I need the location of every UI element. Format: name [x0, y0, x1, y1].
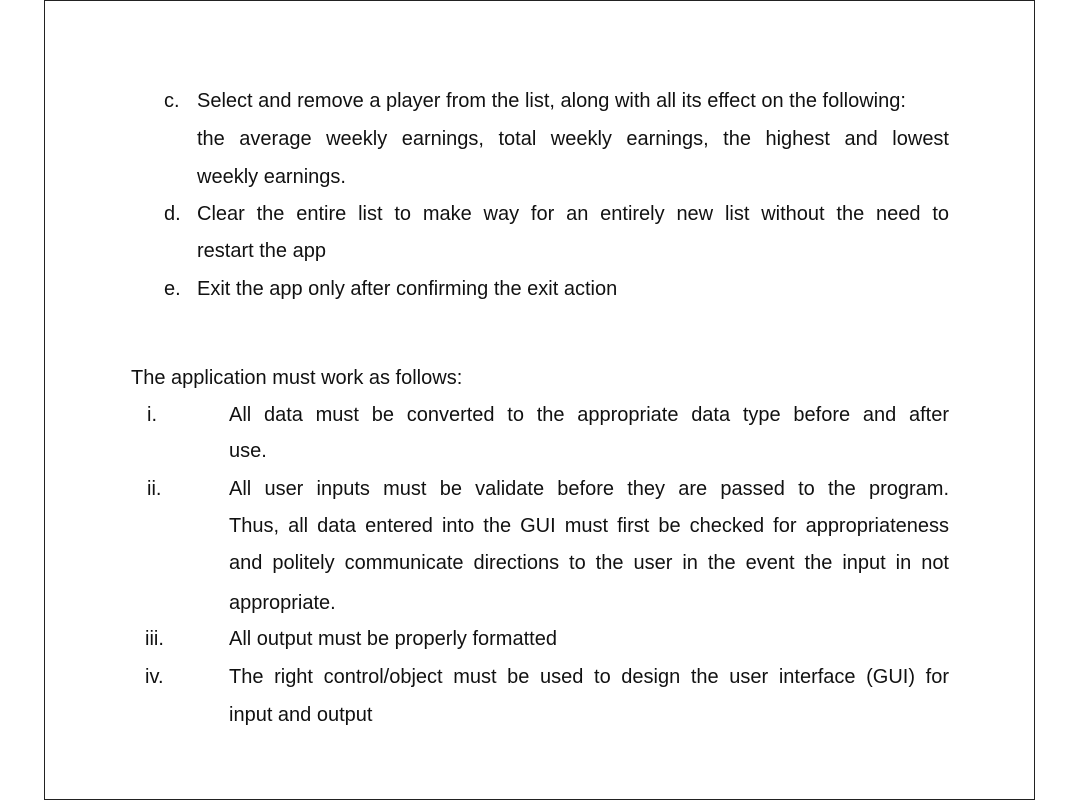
list-item-ii-line-2: Thus, all data entered into the GUI must first be checked for appropriateness	[229, 515, 949, 537]
list-marker-ii: ii.	[147, 478, 162, 500]
list-marker-c: c.	[164, 90, 180, 112]
list-marker-iii: iii.	[145, 628, 164, 650]
list-item-d-line-2: restart the app	[197, 240, 326, 262]
list-item-i-line-2: use.	[229, 440, 267, 462]
list-marker-i: i.	[147, 404, 157, 426]
list-item-iv-line-1: The right control/object must be used to design the user interface (GUI) for	[229, 666, 949, 688]
list-item-c-line-1: Select and remove a player from the list, along with all its effect on the following:	[197, 90, 906, 112]
list-item-iii-line-1: All output must be properly formatted	[229, 628, 557, 650]
list-item-ii-line-1: All user inputs must be validate before they are passed to the program.	[229, 478, 949, 500]
list-marker-d: d.	[164, 203, 181, 225]
list-item-i-line-1: All data must be converted to the appropriate data type before and after	[229, 404, 949, 426]
list-item-d-line-1: Clear the entire list to make way for an entirely new list without the need to	[197, 203, 949, 225]
list-item-ii-line-4: appropriate.	[229, 592, 336, 614]
list-item-c-line-2: the average weekly earnings, total weekly earnings, the highest and lowest	[197, 128, 949, 150]
list-item-c-line-3: weekly earnings.	[197, 166, 346, 188]
list-marker-iv: iv.	[145, 666, 164, 688]
section-heading: The application must work as follows:	[131, 367, 463, 389]
list-marker-e: e.	[164, 278, 181, 300]
list-item-ii-line-3: and politely communicate directions to the user in the event the input in not	[229, 552, 949, 574]
list-item-iv-line-2: input and output	[229, 704, 373, 726]
list-item-e-line-1: Exit the app only after confirming the exit action	[197, 278, 618, 300]
